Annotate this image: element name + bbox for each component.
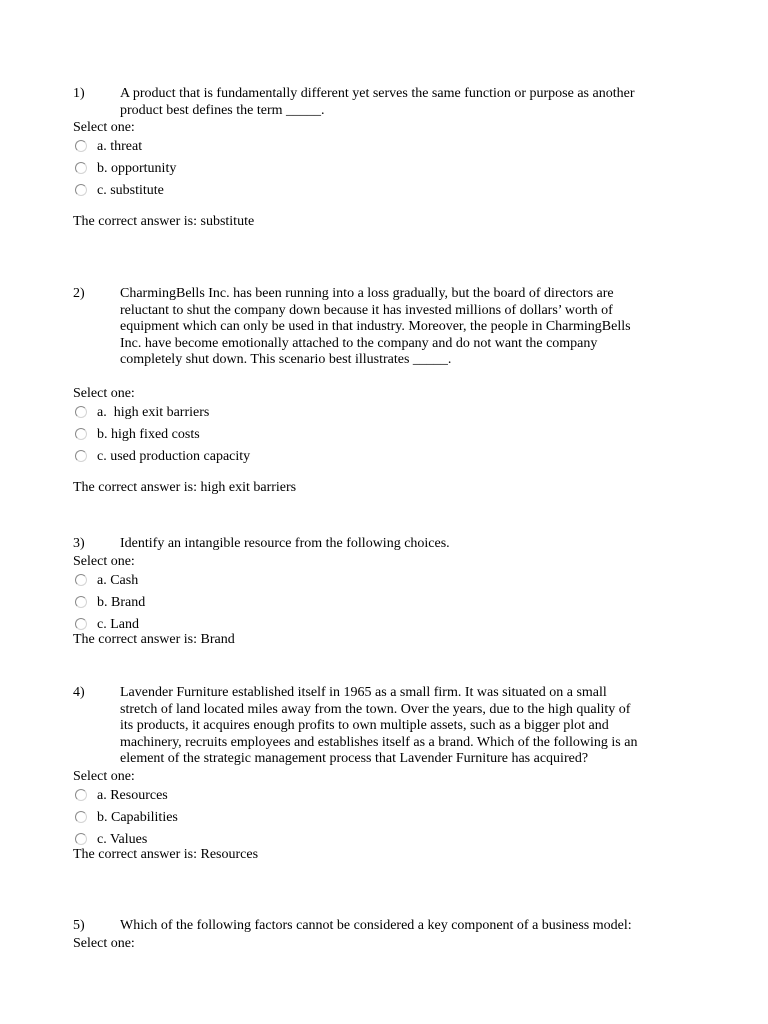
option-label: c. Land: [97, 616, 139, 632]
question-number: 3): [73, 536, 85, 551]
question-4-text: [73, 685, 703, 768]
correct-answer: The correct answer is: Brand: [73, 631, 235, 647]
question-number: 4): [73, 685, 85, 700]
question-line: equipment which can only be used in that industry. Moreover, the people in CharmingBells: [120, 319, 631, 334]
option-label: a. high exit barriers: [97, 404, 210, 420]
radio-button[interactable]: [75, 450, 87, 462]
radio-button[interactable]: [75, 406, 87, 418]
option-label: b. opportunity: [97, 161, 177, 176]
option-label: b. high fixed costs: [97, 426, 200, 442]
question-3: [73, 536, 703, 648]
question-5-text: [73, 918, 703, 935]
option-label: b. Brand: [97, 594, 146, 610]
radio-button[interactable]: [75, 162, 87, 174]
correct-answer: The correct answer is: substitute: [73, 214, 255, 229]
option-b[interactable]: [73, 807, 703, 829]
question-line: element of the strategic management process that Lavender Furniture has acquired?: [120, 751, 589, 766]
radio-button[interactable]: [75, 811, 87, 823]
radio-button[interactable]: [75, 618, 87, 630]
question-number: 1): [73, 86, 85, 101]
option-b[interactable]: [73, 158, 703, 180]
option-label: c. Values: [97, 831, 148, 847]
question-2-text: [73, 286, 703, 369]
question-line: completely shut down. This scenario best illustrates _____.: [120, 352, 452, 367]
question-line: reluctant to shut the company down because it has invested millions of dollars’ worth of: [120, 302, 613, 318]
radio-button[interactable]: [75, 833, 87, 845]
option-label: a. Cash: [97, 572, 139, 588]
select-one-label: Select one:: [73, 768, 135, 784]
question-line: CharmingBells Inc. has been running into a loss gradually, but the board of directors are: [120, 286, 614, 301]
question-4: [73, 685, 703, 863]
question-5: [73, 918, 703, 952]
radio-button[interactable]: [75, 140, 87, 152]
radio-button[interactable]: [75, 184, 87, 196]
radio-button[interactable]: [75, 428, 87, 440]
question-line: Lavender Furniture established itself in 1965 as a small firm. It was situated on a small: [120, 685, 607, 700]
option-label: a. threat: [97, 139, 143, 154]
select-one-label: Select one:: [73, 120, 135, 135]
question-line: stretch of land located miles away from the town. Over the years, due to the high quality of: [120, 701, 631, 717]
question-3-text: [73, 536, 703, 553]
question-number: 5): [73, 918, 85, 933]
option-c[interactable]: [73, 614, 703, 636]
question-line: Identify an intangible resource from the following choices.: [120, 536, 450, 551]
option-label: c. used production capacity: [97, 448, 251, 464]
option-b[interactable]: [73, 592, 703, 614]
option-c[interactable]: [73, 829, 703, 851]
radio-button[interactable]: [75, 574, 87, 586]
option-label: a. Resources: [97, 787, 168, 803]
option-a[interactable]: [73, 402, 703, 424]
question-line: machinery, recruits employees and establishes itself as a brand. Which of the following is an: [120, 734, 638, 750]
option-b[interactable]: [73, 424, 703, 446]
select-one-label: Select one:: [73, 935, 135, 951]
select-one-label: Select one:: [73, 553, 135, 569]
option-c[interactable]: [73, 446, 703, 468]
question-line: A product that is fundamentally different yet serves the same function or purpose as another: [120, 86, 635, 101]
question-line: product best defines the term _____.: [120, 102, 325, 118]
option-c[interactable]: [73, 180, 703, 202]
question-line: its products, it acquires enough profits to own multiple assets, such as a bigger plot and: [120, 718, 609, 733]
correct-answer: The correct answer is: Resources: [73, 846, 259, 862]
correct-answer: The correct answer is: high exit barriers: [73, 479, 297, 495]
option-a[interactable]: [73, 136, 703, 158]
option-label: c. substitute: [97, 183, 164, 198]
question-2: [73, 286, 703, 496]
question-1-text: [73, 86, 703, 119]
question-line: Which of the following factors cannot be considered a key component of a business model:: [120, 918, 632, 933]
question-number: 2): [73, 286, 85, 301]
option-a[interactable]: [73, 570, 703, 592]
select-one-label: Select one:: [73, 385, 135, 401]
radio-button[interactable]: [75, 596, 87, 608]
question-1: [73, 86, 703, 230]
radio-button[interactable]: [75, 789, 87, 801]
question-line: Inc. have become emotionally attached to the company and do not want the company: [120, 335, 598, 351]
option-a[interactable]: [73, 785, 703, 807]
option-label: b. Capabilities: [97, 809, 178, 825]
